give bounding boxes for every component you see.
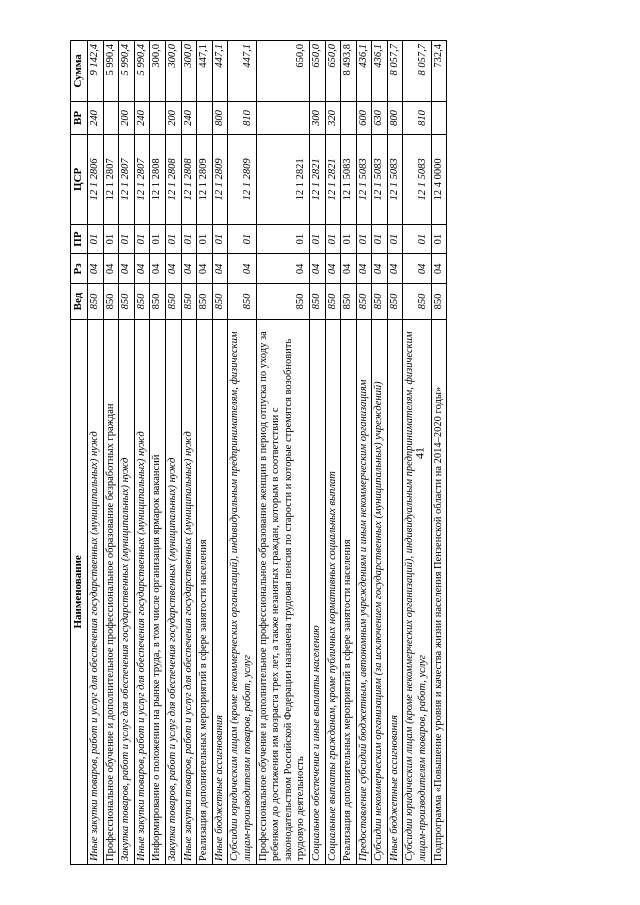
- cell-name: Субсидии юридическим лицам (кроме некоммерческих организаций), индивидуальным предпринимателям, физическим лицам-производителям товаров, работ, услуг: [403, 319, 431, 864]
- table-row: [256, 41, 309, 865]
- cell-pr: 01: [134, 224, 150, 254]
- page-number: 41: [412, 447, 427, 459]
- table-row: [325, 41, 341, 865]
- cell-vr: [431, 101, 447, 134]
- cell-name: Иные бюджетные ассигнования: [387, 319, 403, 864]
- cell-csr: 12 1 2808: [165, 135, 181, 225]
- cell-name: Подпрограмма «Повышение уровня и качества жизни населения Пензенской области на 2014–2020 годы»: [431, 319, 447, 864]
- cell-sum: 447,1: [228, 41, 256, 102]
- cell-rz: 04: [134, 254, 150, 284]
- table-row: [165, 41, 181, 865]
- cell-ved: 850: [103, 284, 119, 319]
- cell-vr: 810: [228, 101, 256, 134]
- cell-sum: 447,1: [212, 41, 228, 102]
- cell-vr: [103, 101, 119, 134]
- cell-name: Социальное обеспечение и иные выплаты населению: [309, 319, 325, 864]
- cell-pr: 01: [150, 224, 166, 254]
- cell-name: Профессиональное обучение и дополнительное профессиональное образование безработных граждан: [103, 319, 119, 864]
- cell-csr: 12 1 2821: [325, 135, 341, 225]
- cell-name: Профессиональное обучение и дополнительное профессиональное образование женщин в период отпуска по уходу за ребенком до достижения им возраста трех лет, а также незанятых граждан, которым в соответствии с законодательством Российской Федерации назначена трудовая пенсия по старости и которые стремятся возобновить трудовую деятельность: [256, 319, 309, 864]
- cell-ved: 850: [150, 284, 166, 319]
- table-row: [181, 41, 197, 865]
- header-csr: ЦСР: [71, 135, 88, 225]
- cell-name: Субсидии некоммерческим организациям (за исключением государственных (муниципальных) учреждений): [372, 319, 388, 864]
- table-row: [387, 41, 403, 865]
- cell-pr: 01: [309, 224, 325, 254]
- table-row: [431, 41, 447, 865]
- cell-ved: 850: [356, 284, 372, 319]
- cell-ved: 850: [197, 284, 213, 319]
- table-row: [150, 41, 166, 865]
- header-ved: Вед: [71, 284, 88, 319]
- table-row: [212, 41, 228, 865]
- cell-sum: 5 990,4: [134, 41, 150, 102]
- cell-name: Иные закупки товаров, работ и услуг для обеспечения государственных (муниципальных) нужд: [88, 319, 104, 864]
- table-row: [103, 41, 119, 865]
- cell-pr: 01: [325, 224, 341, 254]
- cell-rz: 04: [325, 254, 341, 284]
- table-row: [228, 41, 256, 865]
- cell-sum: 732,4: [431, 41, 447, 102]
- cell-sum: 8 057,7: [387, 41, 403, 102]
- cell-name: Закупка товаров, работ и услуг для обеспечения государственных (муниципальных) нужд: [119, 319, 135, 864]
- cell-pr: 01: [103, 224, 119, 254]
- table-row: [197, 41, 213, 865]
- cell-name: Предоставление субсидий бюджетным, автономным учреждениям и иным некоммерческим организациям: [356, 319, 372, 864]
- cell-ved: 850: [119, 284, 135, 319]
- cell-ved: 850: [134, 284, 150, 319]
- header-pr: ПР: [71, 224, 88, 254]
- table-row: [356, 41, 372, 865]
- table-row: [341, 41, 357, 865]
- cell-pr: 01: [356, 224, 372, 254]
- cell-pr: 01: [403, 224, 431, 254]
- cell-pr: 01: [119, 224, 135, 254]
- cell-ved: 850: [309, 284, 325, 319]
- cell-csr: 12 1 2807: [119, 135, 135, 225]
- cell-sum: 8 493,8: [341, 41, 357, 102]
- cell-csr: 12 1 5083: [403, 135, 431, 225]
- cell-sum: 5 990,4: [103, 41, 119, 102]
- cell-rz: 04: [372, 254, 388, 284]
- cell-vr: 800: [212, 101, 228, 134]
- cell-rz: 04: [165, 254, 181, 284]
- cell-ved: 850: [387, 284, 403, 319]
- table-row: [372, 41, 388, 865]
- cell-vr: 300: [309, 101, 325, 134]
- cell-sum: 5 990,4: [119, 41, 135, 102]
- cell-rz: 04: [341, 254, 357, 284]
- cell-rz: 04: [88, 254, 104, 284]
- cell-rz: 04: [181, 254, 197, 284]
- cell-ved: 850: [403, 284, 431, 319]
- cell-sum: 8 057,7: [403, 41, 431, 102]
- cell-rz: 04: [119, 254, 135, 284]
- cell-pr: 01: [341, 224, 357, 254]
- header-vr: ВР: [71, 101, 88, 134]
- cell-vr: 810: [403, 101, 431, 134]
- cell-csr: 12 1 2809: [228, 135, 256, 225]
- cell-pr: 01: [256, 224, 309, 254]
- cell-pr: 01: [88, 224, 104, 254]
- cell-pr: 01: [387, 224, 403, 254]
- cell-csr: 12 1 5083: [372, 135, 388, 225]
- cell-sum: 447,1: [197, 41, 213, 102]
- table-row: [134, 41, 150, 865]
- cell-ved: 850: [372, 284, 388, 319]
- cell-csr: 12 1 5083: [341, 135, 357, 225]
- cell-sum: 300,0: [165, 41, 181, 102]
- budget-table: [70, 40, 447, 865]
- table-row: [403, 41, 431, 865]
- cell-ved: 850: [88, 284, 104, 319]
- cell-vr: [256, 101, 309, 134]
- cell-csr: 12 4 0000: [431, 135, 447, 225]
- cell-pr: 01: [372, 224, 388, 254]
- cell-csr: 12 1 2809: [197, 135, 213, 225]
- cell-vr: 630: [372, 101, 388, 134]
- cell-rz: 04: [356, 254, 372, 284]
- cell-sum: 650,0: [325, 41, 341, 102]
- cell-sum: 300,0: [181, 41, 197, 102]
- cell-csr: 12 1 5083: [387, 135, 403, 225]
- cell-name: Закупка товаров, работ и услуг для обеспечения государственных (муниципальных) нужд: [165, 319, 181, 864]
- cell-rz: 04: [228, 254, 256, 284]
- cell-name: Иные закупки товаров, работ и услуг для обеспечения государственных (муниципальных) нужд: [134, 319, 150, 864]
- cell-sum: 436,1: [372, 41, 388, 102]
- cell-ved: 850: [165, 284, 181, 319]
- cell-csr: 12 1 2808: [150, 135, 166, 225]
- cell-vr: 800: [387, 101, 403, 134]
- header-name: Наименование: [71, 319, 88, 864]
- cell-vr: [150, 101, 166, 134]
- cell-pr: 01: [212, 224, 228, 254]
- cell-vr: 240: [88, 101, 104, 134]
- cell-rz: 04: [387, 254, 403, 284]
- cell-rz: 04: [403, 254, 431, 284]
- cell-rz: 04: [103, 254, 119, 284]
- header-rz: Рз: [71, 254, 88, 284]
- cell-sum: 300,0: [150, 41, 166, 102]
- cell-vr: 240: [134, 101, 150, 134]
- table-header-row: [71, 41, 88, 865]
- table-row: [119, 41, 135, 865]
- cell-vr: [341, 101, 357, 134]
- cell-vr: 240: [181, 101, 197, 134]
- cell-name: Иные закупки товаров, работ и услуг для обеспечения государственных (муниципальных) нужд: [181, 319, 197, 864]
- cell-sum: 650,0: [256, 41, 309, 102]
- cell-ved: 850: [212, 284, 228, 319]
- cell-ved: 850: [256, 284, 309, 319]
- table-row: [309, 41, 325, 865]
- cell-pr: 01: [197, 224, 213, 254]
- cell-sum: 436,1: [356, 41, 372, 102]
- cell-pr: 01: [181, 224, 197, 254]
- cell-ved: 850: [431, 284, 447, 319]
- cell-ved: 850: [341, 284, 357, 319]
- cell-csr: 12 1 2809: [212, 135, 228, 225]
- cell-vr: 320: [325, 101, 341, 134]
- cell-ved: 850: [325, 284, 341, 319]
- cell-name: Иные бюджетные ассигнования: [212, 319, 228, 864]
- cell-pr: 01: [165, 224, 181, 254]
- cell-csr: 12 1 2808: [181, 135, 197, 225]
- cell-ved: 850: [228, 284, 256, 319]
- cell-rz: 04: [150, 254, 166, 284]
- cell-rz: 04: [256, 254, 309, 284]
- cell-rz: 04: [431, 254, 447, 284]
- cell-csr: 12 1 2821: [309, 135, 325, 225]
- cell-sum: 9 142,4: [88, 41, 104, 102]
- cell-vr: 200: [119, 101, 135, 134]
- cell-pr: 01: [431, 224, 447, 254]
- cell-name: Субсидии юридическим лицам (кроме некоммерческих организаций), индивидуальным предпринимателям, физическим лицам-производителям товаров, работ, услуг: [228, 319, 256, 864]
- cell-csr: 12 1 5083: [356, 135, 372, 225]
- cell-csr: 12 1 2807: [103, 135, 119, 225]
- cell-rz: 04: [197, 254, 213, 284]
- cell-rz: 04: [309, 254, 325, 284]
- table-row: [88, 41, 104, 865]
- cell-ved: 850: [181, 284, 197, 319]
- cell-csr: 12 1 2807: [134, 135, 150, 225]
- cell-sum: 650,0: [309, 41, 325, 102]
- header-sum: Сумма: [71, 41, 88, 102]
- cell-vr: [197, 101, 213, 134]
- cell-name: Реализация дополнительных мероприятий в сфере занятости населения: [341, 319, 357, 864]
- cell-rz: 04: [212, 254, 228, 284]
- rotated-page-content: [70, 40, 575, 865]
- cell-vr: 600: [356, 101, 372, 134]
- cell-pr: 01: [228, 224, 256, 254]
- cell-name: Информирование о положении на рынке труда, в том числе организация ярмарок вакансий: [150, 319, 166, 864]
- cell-name: Реализация дополнительных мероприятий в сфере занятости населения: [197, 319, 213, 864]
- cell-name: Социальные выплаты гражданам, кроме публичных нормативных социальных выплат: [325, 319, 341, 864]
- cell-csr: 12 1 2821: [256, 135, 309, 225]
- cell-vr: 200: [165, 101, 181, 134]
- cell-csr: 12 1 2806: [88, 135, 104, 225]
